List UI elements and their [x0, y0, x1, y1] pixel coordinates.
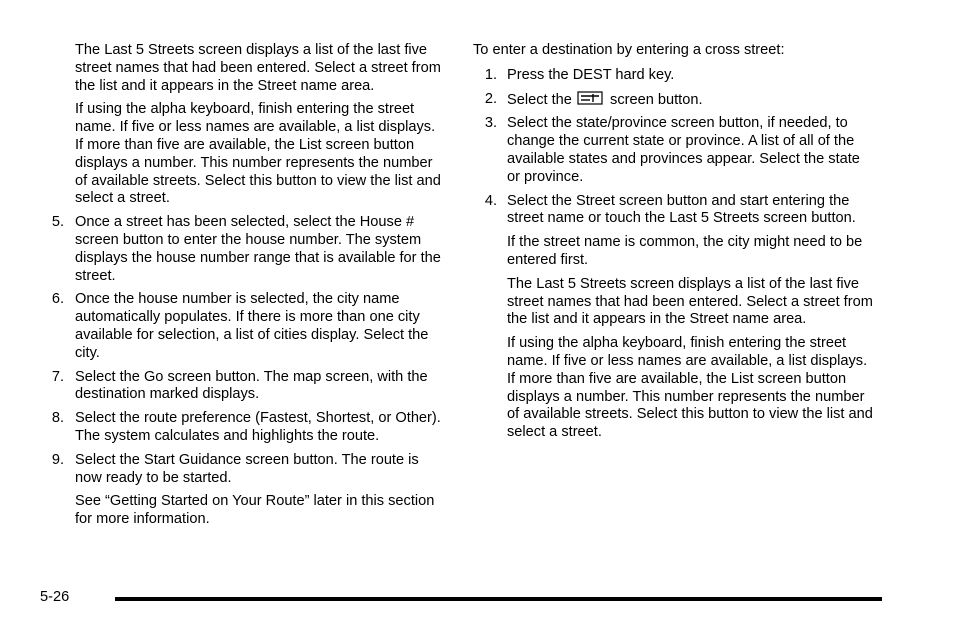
list-item	[473, 67, 873, 85]
step-number: 3.	[484, 115, 497, 132]
step-number: 2.	[484, 90, 497, 107]
step-text: Select the Start Guidance screen button. The route is now ready to be started.	[75, 451, 419, 486]
step-text	[473, 91, 873, 110]
footer-rule	[115, 597, 882, 601]
step-text: Select the route preference (Fastest, Shortest, or Other). The system calculates and highlights the route.	[75, 410, 441, 444]
list-item	[473, 91, 873, 110]
step-number: 5.	[51, 214, 64, 231]
last-5-streets-paragraph: The Last 5 Streets screen displays a list of the last five street names that had been entered. Select a street from the list and it appears in the Street name area.	[507, 275, 873, 328]
step-number: 1.	[484, 66, 497, 83]
alpha-keyboard-paragraph: If using the alpha keyboard, finish entering the street name. If five or less names are available, a list displays. If more than five are available, the List screen button displays a number. This number represents the number of available streets. Select this button to view the list and select a street.	[75, 101, 441, 207]
step-text: Once the house number is selected, the city name automatically populates. If there is more than one city available for selection, a list of cities display. Select the city.	[75, 291, 429, 361]
step-text-before: Select the	[507, 91, 572, 108]
alpha-keyboard-paragraph: If using the alpha keyboard, finish entering the street name. If five or less names are available, a list displays. If more than five are available, the List screen button displays a number. This number represents the number of available streets. Select this button to view the list and select a street.	[507, 335, 873, 441]
list-item	[44, 410, 444, 446]
common-street-paragraph: If the street name is common, the city might need to be entered first.	[507, 234, 863, 268]
list-item	[473, 115, 873, 186]
step-text-after: screen button.	[610, 91, 703, 108]
step-text: Once a street has been selected, select the House # screen button to enter the house number. The system displays the house number range that is available for the street.	[75, 214, 441, 284]
list-item	[44, 452, 444, 488]
step-text: Select the Street screen button and start entering the street name or touch the Last 5 Streets screen button.	[507, 192, 856, 227]
step-number: 6.	[51, 291, 64, 308]
list-item	[44, 214, 444, 285]
last-5-streets-paragraph: The Last 5 Streets screen displays a list of the last five street names that had been entered. Select a street from the list and it appears in the Street name area.	[75, 42, 441, 94]
step-text: Press the DEST hard key.	[507, 66, 675, 83]
step-number: 7.	[51, 368, 64, 385]
step-text: Select the Go screen button. The map screen, with the destination marked displays.	[75, 368, 428, 403]
step-number: 4.	[484, 192, 497, 209]
list-item	[44, 369, 444, 405]
list-item	[473, 193, 873, 229]
left-column	[44, 42, 444, 535]
see-also-paragraph: See “Getting Started on Your Route” later in this section for more information.	[75, 493, 435, 528]
list-item	[44, 291, 444, 362]
step-number: 9.	[51, 451, 64, 468]
page-number: 5-26	[40, 589, 70, 605]
section-intro: To enter a destination by entering a cross street:	[473, 42, 785, 58]
right-column	[473, 42, 873, 448]
step-text: Select the state/province screen button, if needed, to change the current state or province. A list of all of the available states and provinces appear. Select the state or province.	[507, 115, 860, 185]
cross-street-icon	[577, 91, 603, 105]
step-number: 8.	[51, 410, 64, 427]
